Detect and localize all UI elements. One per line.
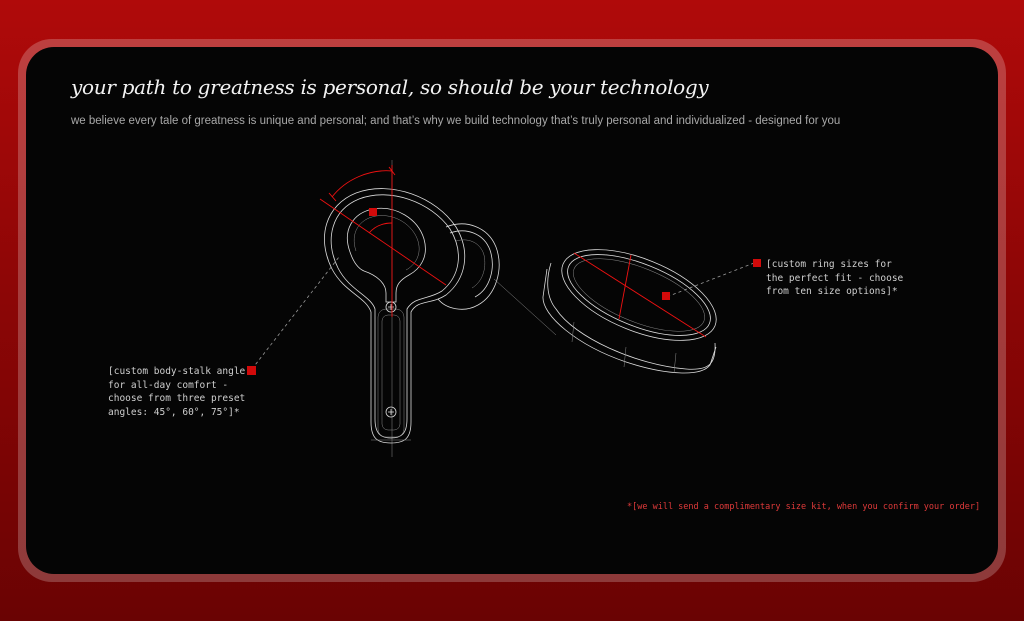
stalk-angle-callout: [custom body-stalk angle for all-day comfort - choose from three preset angles: 45°, 60°, 75°]* (108, 366, 246, 418)
marker-square-icon (662, 292, 670, 300)
ear-tip-ring-wireframe-illustration (543, 231, 729, 373)
marker-square-icon (247, 366, 256, 375)
ring-size-callout: [custom ring sizes for the perfect fit - choose from ten size options]* (766, 259, 904, 297)
size-kit-footnote: *[we will send a complimentary size kit, when you confirm your order] (627, 502, 981, 512)
feature-panel (26, 47, 998, 574)
marker-square-icon (753, 259, 761, 267)
headline: your path to greatness is personal, so should be your technology (71, 75, 709, 99)
wireframe-illustration (26, 47, 998, 574)
subheadline: we believe every tale of greatness is unique and personal; and that’s why we build technology that’s truly personal and individualized - designed for you (71, 115, 841, 127)
marker-square-icon (369, 208, 377, 216)
earbud-wireframe-illustration (320, 160, 556, 457)
